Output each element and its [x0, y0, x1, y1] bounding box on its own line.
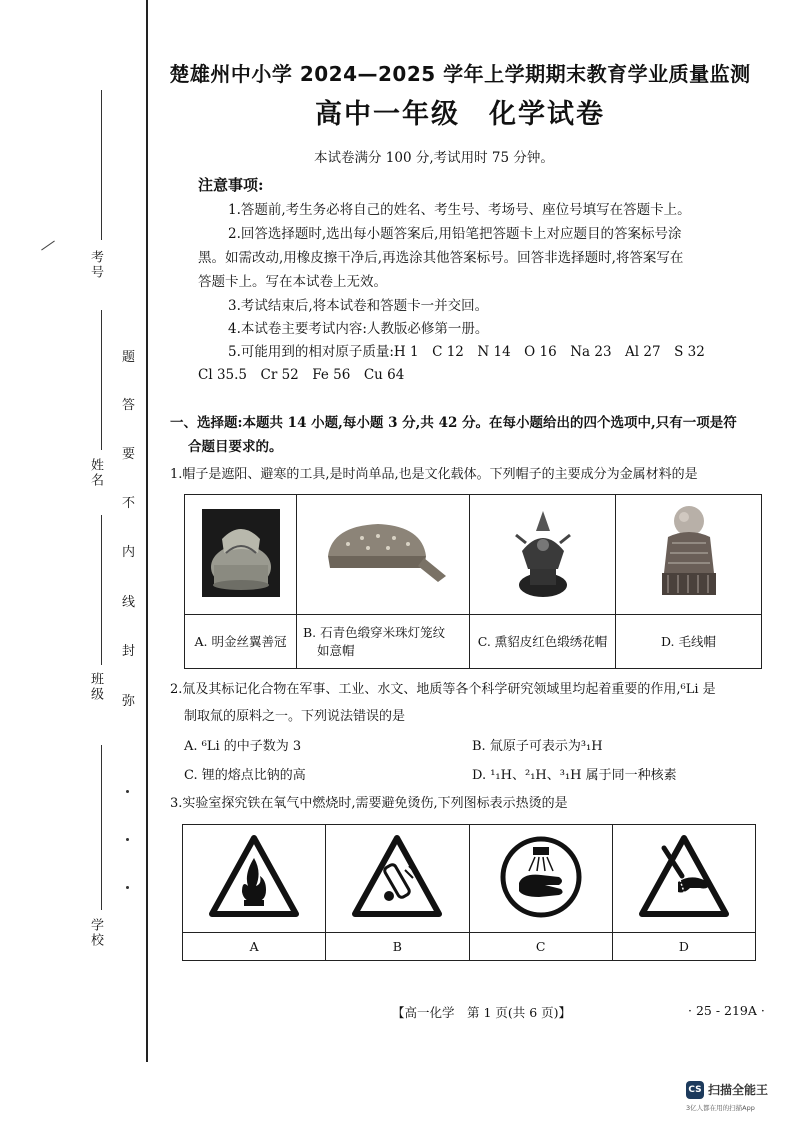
crown-image: [202, 509, 280, 597]
exam-code: · 25 - 219A ·: [688, 1003, 765, 1018]
seal-char: 内: [122, 545, 136, 560]
exam-title: 楚雄州中小学 2024—2025 学年上学期期末教育学业质量监测: [169, 62, 751, 86]
section-heading-cont: 合题目要求的。: [188, 439, 283, 455]
scanner-tagline: 3亿人都在用的扫描App: [686, 1104, 755, 1112]
class-rule: [101, 515, 102, 665]
option-a-caption: A. 明金丝翼善冠: [185, 615, 297, 669]
sharp-object-warning-icon: [638, 834, 730, 920]
seal-char: 不: [122, 496, 136, 511]
name-rule: [101, 310, 102, 450]
seal-char: 线: [122, 595, 136, 610]
notice-line: Cl 35.5 Cr 52 Fe 56 Cu 64: [198, 367, 405, 383]
option-d-icon-cell: [612, 825, 755, 933]
option-a-image: [185, 495, 297, 615]
notice-line: 答题卡上。写在本试卷上无效。: [198, 274, 387, 290]
sable-hat-image: [508, 505, 578, 601]
option-a-icon-cell: [183, 825, 326, 933]
option-c-image: [470, 495, 616, 615]
wool-hat-image: [654, 503, 724, 603]
exam-no-rule: [101, 90, 102, 240]
question-1-stem: 1.帽子是遮阳、避寒的工具,是时尚单品,也是文化载体。下列帽子的主要成分为金属材料的是: [170, 467, 698, 482]
seal-char: 题: [122, 350, 136, 365]
flame-warning-icon: [208, 834, 300, 920]
wash-hands-icon: [499, 835, 583, 919]
option-c-label: C: [469, 933, 612, 961]
embroidered-cap-image: [318, 518, 448, 588]
option-a-label: A: [183, 933, 326, 961]
class-label: 班级: [88, 672, 103, 702]
exam-subtitle: 高中一年级 化学试卷: [315, 99, 605, 130]
question-1-table: [184, 494, 762, 669]
seal-dot: [126, 886, 129, 889]
question-2-option-d: D. ¹₁H、²₁H、³₁H 属于同一种核素: [472, 768, 677, 783]
scan-mark: [41, 241, 55, 251]
school-rule: [101, 745, 102, 910]
question-3-table: [182, 824, 756, 961]
option-d-label: D: [612, 933, 755, 961]
school-label: 学校: [88, 918, 103, 948]
question-2-stem: 2.氚及其标记化合物在军事、工业、水文、地质等各个科学研究领域里均起着重要的作用,⁶Li 是: [170, 682, 716, 697]
option-c-icon-cell: [469, 825, 612, 933]
binding-line: [146, 0, 148, 1062]
seal-char: 弥: [122, 694, 136, 709]
corrosive-warning-icon: [351, 834, 443, 920]
seal-char: 要: [122, 447, 136, 462]
notice-line: 1.答题前,考生务必将自己的姓名、考生号、考场号、座位号填写在答题卡上。: [228, 202, 691, 218]
notice-heading: 注意事项:: [198, 176, 264, 194]
scanner-watermark: 扫描全能王: [708, 1083, 769, 1097]
notice-line: 黑。如需改动,用橡皮擦干净后,再选涂其他答案标号。回答非选择题时,将答案写在: [198, 250, 684, 266]
question-2-stem-cont: 制取氚的原料之一。下列说法错误的是: [184, 709, 406, 724]
page-footer: 【高一化学 第 1 页(共 6 页)】: [392, 1005, 572, 1020]
seal-char: 答: [122, 398, 136, 413]
seal-char: 封: [122, 644, 136, 659]
section-heading: 一、选择题:本题共 14 小题,每小题 3 分,共 42 分。在每小题给出的四个选项中,只有一项是符: [170, 415, 737, 431]
question-2-option-c: C. 锂的熔点比钠的高: [184, 768, 306, 783]
option-c-caption: C. 熏貂皮红色缎绣花帽: [470, 615, 616, 669]
notice-line: 2.回答选择题时,选出每小题答案后,用铅笔把答题卡上对应题目的答案标号涂: [228, 226, 682, 242]
seal-dot: [126, 790, 129, 793]
option-b-caption: B. 石青色缎穿米珠灯笼纹 如意帽: [297, 615, 470, 669]
notice-line: 4.本试卷主要考试内容:人教版必修第一册。: [228, 321, 489, 337]
score-note: 本试卷满分 100 分,考试用时 75 分钟。: [314, 150, 554, 166]
option-b-icon-cell: [326, 825, 469, 933]
notice-line: 5.可能用到的相对原子质量:H 1 C 12 N 14 O 16 Na 23 Al 27 S 32: [228, 344, 705, 360]
scanner-logo-icon: CS: [686, 1081, 704, 1099]
option-d-image: [616, 495, 762, 615]
name-label: 姓名: [88, 458, 103, 488]
notice-line: 3.考试结束后,将本试卷和答题卡一并交回。: [228, 298, 489, 314]
seal-dot: [126, 838, 129, 841]
exam-no-label: 考号: [88, 250, 103, 280]
option-d-caption: D. 毛线帽: [616, 615, 762, 669]
question-2-option-a: A. ⁶Li 的中子数为 3: [184, 739, 302, 754]
question-3-stem: 3.实验室探究铁在氧气中燃烧时,需要避免烫伤,下列图标表示热烫的是: [170, 796, 568, 811]
option-b-image: [297, 495, 470, 615]
question-2-option-b: B. 氚原子可表示为³₁H: [472, 739, 603, 754]
option-b-label: B: [326, 933, 469, 961]
